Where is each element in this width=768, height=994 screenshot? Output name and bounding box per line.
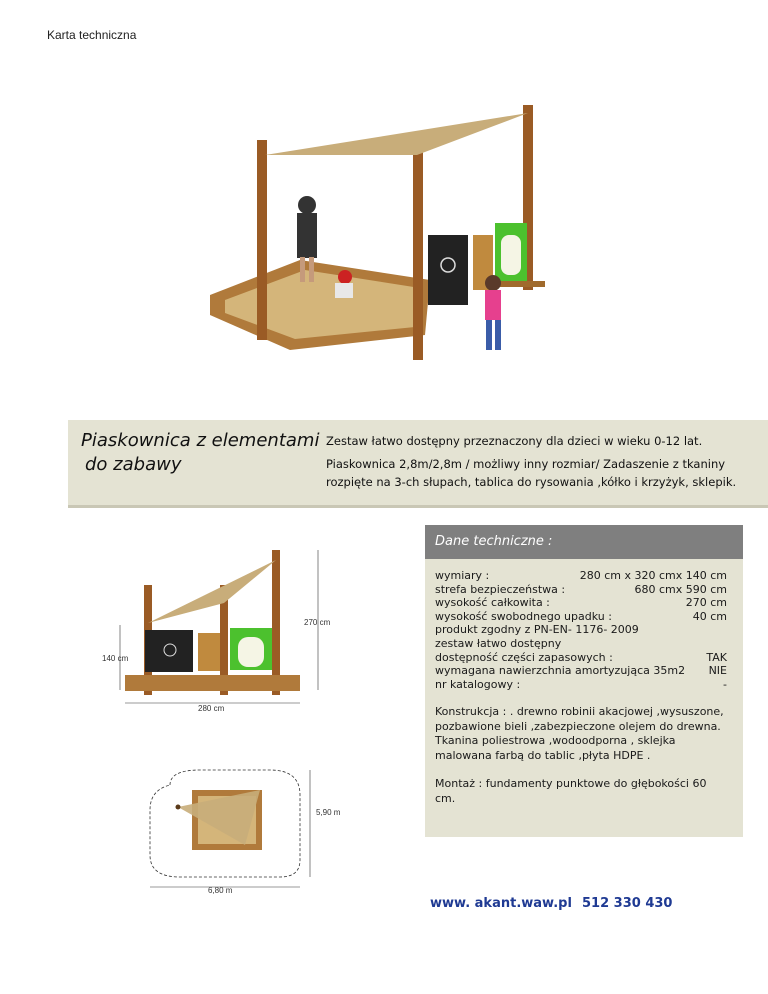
construction-text: Konstrukcja : . drewno robinii akacjowej ,wysuszone, pozbawione bieli ,zabezpieczone olejem do drewna. Tkanina poliestrowa ,wodoodporna , sklejka malowana farbą do tablic ,płyta HDPE . <box>435 705 724 762</box>
product-name: Piaskownica z elementami do zabawy <box>81 430 320 475</box>
phone-number: 512 330 430 <box>582 896 673 911</box>
post-front <box>413 145 423 360</box>
chalkboard <box>428 235 468 305</box>
spec-row: wymagana nawierzchnia amortyzująca 35m2 NIE <box>435 664 727 678</box>
product-banner <box>68 420 768 508</box>
product-illustration <box>195 95 565 395</box>
spec-list <box>435 569 727 691</box>
spec-row: nr katalogowy : - <box>435 677 727 691</box>
left-height-dimension-label: 140 cm <box>102 654 129 663</box>
spec-row: dostępność części zapasowych : TAK <box>435 650 727 664</box>
spec-row: zestaw łatwo dostępny <box>435 636 562 650</box>
document-header-label: Karta techniczna <box>47 28 137 42</box>
description-line-1: Zestaw łatwo dostępny przeznaczony dla dzieci w wieku 0-12 lat. <box>326 434 703 448</box>
spec-row: wymiary : 280 cm x 320 cmx 140 cm <box>435 569 727 582</box>
spec-row: wysokość swobodnego upadku : 40 cm <box>435 609 727 623</box>
width-dimension-label: 280 cm <box>198 704 225 713</box>
canopy <box>265 113 528 155</box>
technical-data-title: Dane techniczne : <box>425 525 743 559</box>
description-line-2: Piaskownica 2,8m/2,8m / możliwy inny rozmiar/ Zadaszenie z tkaniny rozpięte na 3-ch słupach, tablica do rysowania ,kółko i krzyżyk, sklepik. <box>326 457 737 489</box>
front-elevation-drawing <box>100 545 370 715</box>
spec-row: produkt zgodny z PN-EN- 1176- 2009 <box>435 623 639 637</box>
spec-row: wysokość całkowita : 270 cm <box>435 596 727 610</box>
plan-view-drawing <box>140 765 380 895</box>
adult-figure <box>298 196 316 214</box>
plan-depth-label: 5,90 m <box>316 808 341 817</box>
technical-data-panel <box>425 525 743 837</box>
post-left <box>257 140 267 340</box>
spec-row: strefa bezpieczeństwa : 680 cmx 590 cm <box>435 582 727 596</box>
child-standing <box>485 275 501 291</box>
website-link[interactable]: www. akant.waw.pl <box>430 896 572 911</box>
plan-width-label: 6,80 m <box>208 886 233 895</box>
child-sitting <box>338 270 352 284</box>
mounting-text: Montaż : fundamenty punktowe do głębokości 60 cm. <box>435 777 707 805</box>
height-dimension-label: 270 cm <box>304 618 331 627</box>
product-description <box>326 432 766 496</box>
